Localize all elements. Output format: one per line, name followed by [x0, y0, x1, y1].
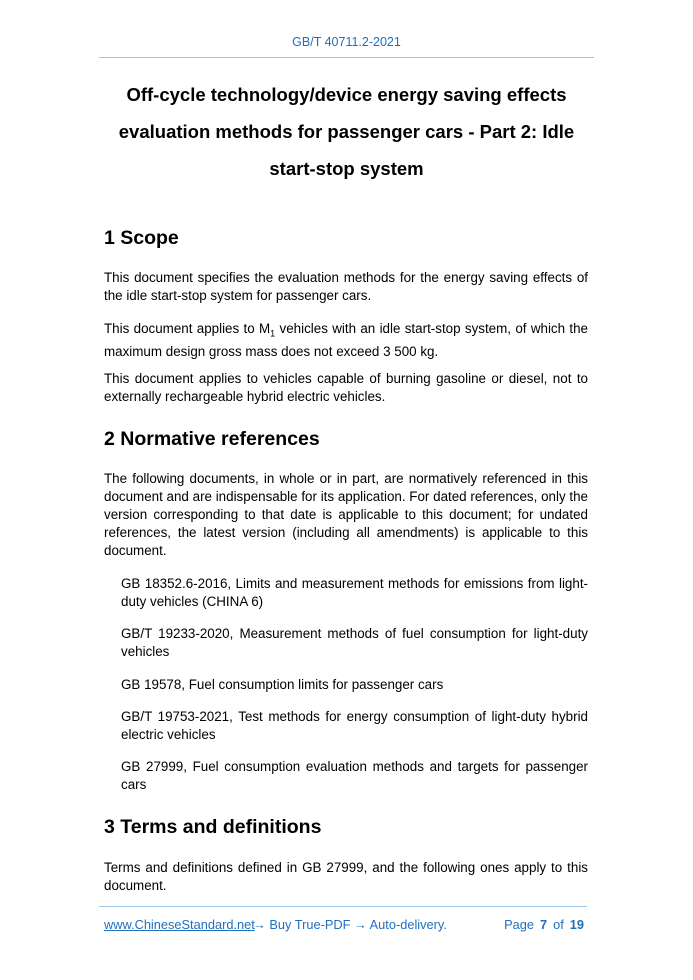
page-indicator — [504, 917, 584, 933]
page-of-label: of — [553, 917, 564, 932]
normative-intro-paragraph: The following documents, in whole or in part, are normatively referenced in this document and are indispensable for its application. For dated references, only the version corresponding to that date is applicable to this document; for undated references, the latest version (including all amendments) is applicable to this document. — [104, 471, 588, 558]
footer-tagline: → Buy True-PDF → Auto-delivery. — [253, 917, 447, 932]
reference-item: GB/T 19753-2021, Test methods for energy consumption of light-duty hybrid electric vehicles — [121, 709, 588, 742]
title-line-3: start-stop system — [269, 158, 424, 179]
scope-p2-text-a: This document applies to M — [104, 321, 271, 336]
terms-paragraph-1: Terms and definitions defined in GB 27999, and the following ones apply to this document. — [104, 860, 588, 893]
scope-p2-text-b: vehicles with an idle start-stop system, of which the maximum design gross mass does not exceed 3 500 kg. — [104, 321, 588, 359]
page-total: 19 — [569, 917, 584, 932]
reference-item: GB 27999, Fuel consumption evaluation methods and targets for passenger cars — [121, 759, 588, 792]
header-divider — [99, 57, 594, 58]
terms-definitions-heading: 3 Terms and definitions — [104, 816, 322, 838]
scope-paragraph-3: This document applies to vehicles capable of burning gasoline or diesel, not to externally rechargeable hybrid electric vehicles. — [104, 371, 588, 404]
page-label: Page — [504, 917, 534, 932]
footer-divider — [99, 906, 587, 907]
chinesestandard-link[interactable]: www.ChineseStandard.net — [104, 917, 255, 932]
page-current: 7 — [539, 917, 548, 932]
reference-item: GB/T 19233-2020, Measurement methods of fuel consumption for light-duty vehicles — [121, 626, 588, 659]
scope-paragraph-2 — [104, 320, 588, 361]
scope-paragraph-1: This document specifies the evaluation methods for the energy saving effects of the idle start-stop system for passenger cars. — [104, 270, 588, 303]
title-line-2: evaluation methods for passenger cars - Part 2: Idle — [118, 121, 575, 142]
scope-p2-subscript: 1 — [270, 328, 276, 339]
reference-item: GB 19578, Fuel consumption limits for passenger cars — [121, 677, 444, 692]
scope-heading: 1 Scope — [104, 227, 179, 249]
document-title — [104, 76, 589, 187]
reference-item: GB 18352.6-2016, Limits and measurement methods for emissions from light-duty vehicles (CHINA 6) — [121, 576, 588, 609]
title-line-1: Off-cycle technology/device energy saving effects — [126, 84, 567, 105]
normative-references-heading: 2 Normative references — [104, 428, 320, 450]
standard-code-header: GB/T 40711.2-2021 — [292, 35, 401, 49]
